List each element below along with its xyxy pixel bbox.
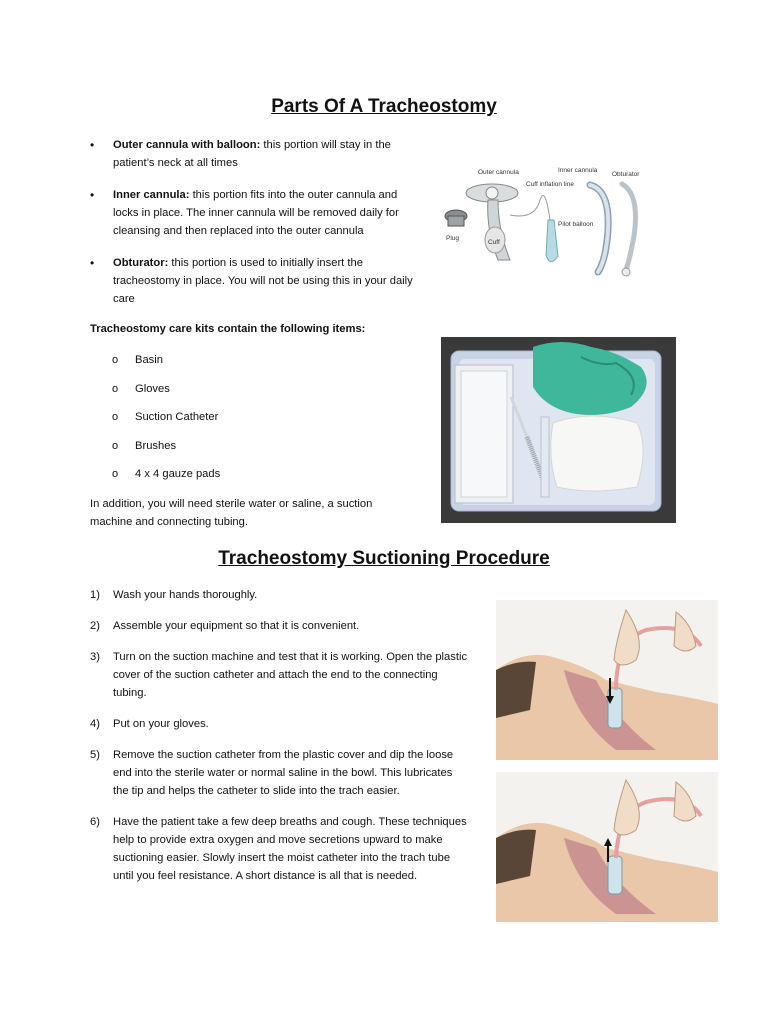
- suctioning-illustration-insert: [496, 600, 718, 760]
- label-plug: Plug: [446, 235, 460, 242]
- list-item: o 4 x 4 gauze pads: [112, 468, 221, 481]
- tracheostomy-parts-diagram: [440, 160, 650, 280]
- list-item: • Inner cannula: this portion fits into the outer cannula and locks in place. The inner cannula will be removed daily for cleansing and then replaced into the outer cannula: [90, 188, 399, 237]
- suctioning-illustration-withdraw: [496, 772, 718, 922]
- parts-list: [90, 136, 420, 322]
- procedure-steps-list: [90, 586, 470, 898]
- step-item: 1) Wash your hands thoroughly.: [90, 589, 258, 601]
- additional-supplies-note: In addition, you will need sterile water or saline, a suction machine and connecting tubing.: [90, 498, 373, 528]
- label-cuff: Cuff: [488, 239, 500, 246]
- list-item: o Basin: [112, 354, 163, 366]
- label-outer-cannula: Outer cannula: [478, 169, 519, 176]
- title-parts: Parts Of A Tracheostomy: [271, 96, 497, 117]
- step-item: 5) Remove the suction catheter from the plastic cover and dip the loose end into the sterile water or normal saline in the bowl. This lubricates the tip and helps the catheter to slide into the trach easier.: [90, 749, 454, 797]
- label-cuff-inflation-line: Cuff inflation line: [526, 181, 574, 188]
- step-item: 3) Turn on the suction machine and test that it is working. Open the plastic cover of the suction catheter and attach the end to the connecting tubing.: [90, 651, 468, 699]
- step-item: 2) Assemble your equipment so that it is convenient.: [90, 620, 360, 632]
- label-inner-cannula: Inner cannula: [558, 167, 598, 174]
- list-item: o Brushes: [112, 439, 177, 452]
- list-item: o Gloves: [112, 382, 170, 395]
- list-item: o Suction Catheter: [112, 411, 219, 424]
- label-pilot-balloon: Pilot balloon: [558, 221, 594, 228]
- list-item: • Obturator: this portion is used to initially insert the tracheostomy in place. You will not be using this in your daily care: [90, 256, 413, 305]
- care-kit-tray-photo: [441, 337, 676, 523]
- label-obturator: Obturator: [612, 171, 640, 178]
- title-suctioning-procedure: Tracheostomy Suctioning Procedure: [218, 548, 550, 569]
- step-item: 4) Put on your gloves.: [90, 718, 209, 730]
- kit-title: Tracheostomy care kits contain the following items:: [90, 323, 366, 335]
- step-item: 6) Have the patient take a few deep breaths and cough. These techniques help to provide extra oxygen and move secretions upward to make suctioning easier. Slowly insert the moist catheter into the trach tube until you feel resistance. A short distance is all that is needed.: [90, 816, 467, 882]
- kit-items-list: [112, 351, 220, 494]
- list-item: • Outer cannula with balloon: this portion will stay in the patient’s neck at all times: [90, 138, 391, 169]
